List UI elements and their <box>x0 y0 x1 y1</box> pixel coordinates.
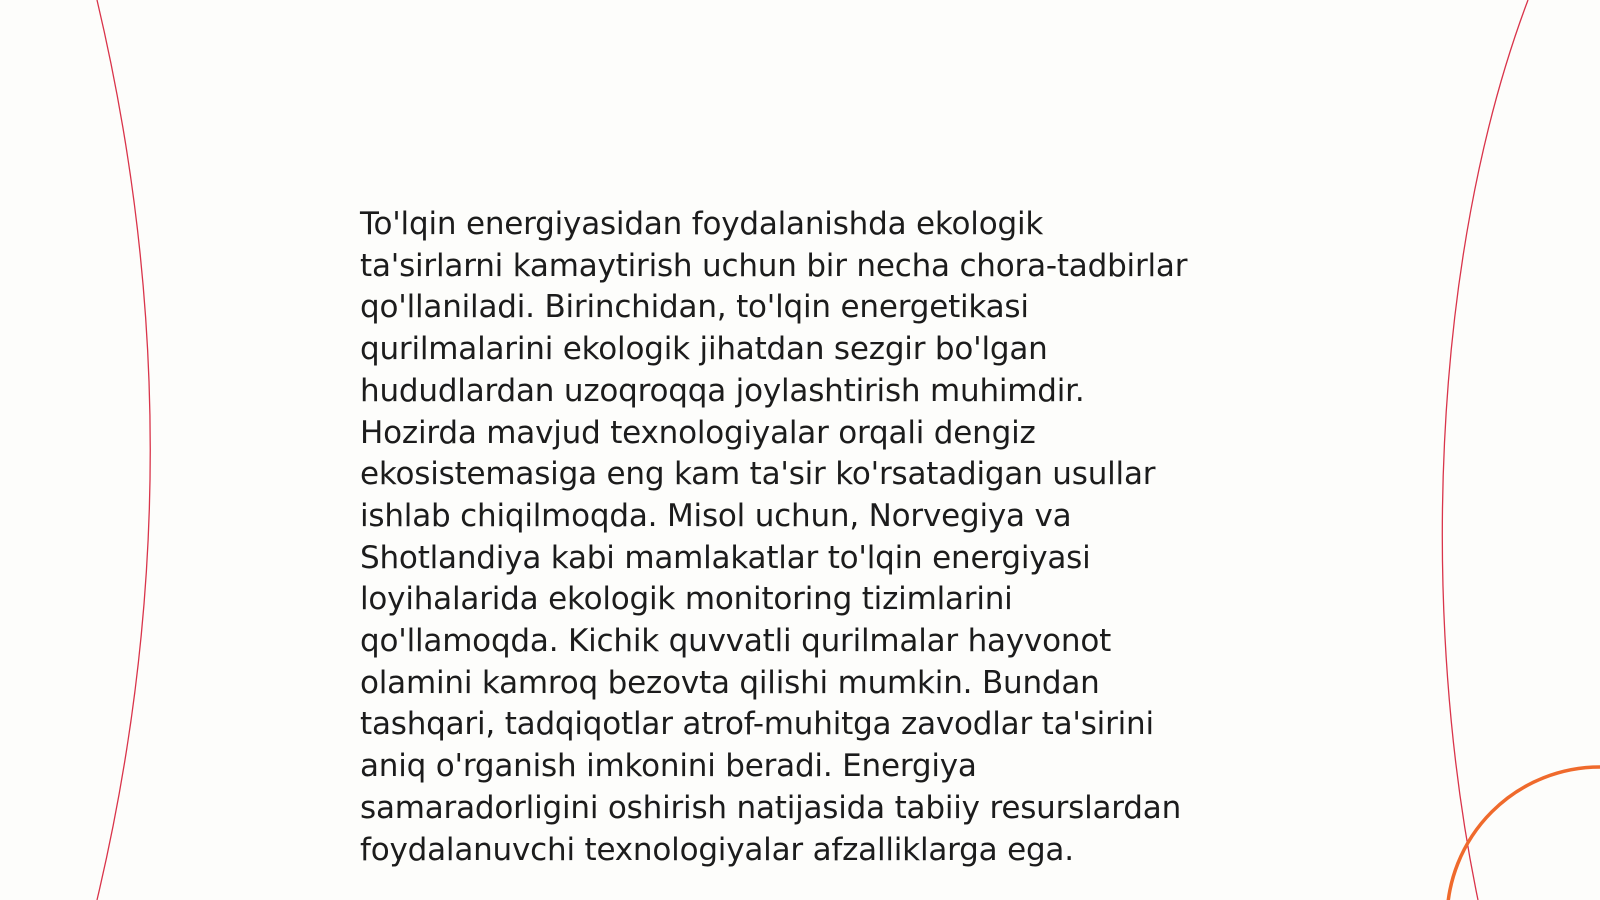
right-curve-line <box>1442 0 1528 900</box>
body-paragraph: To'lqin energiyasidan foydalanishda ekologik ta'sirlarni kamaytirish uchun bir necha chora-tadbirlar qo'llaniladi. Birinchidan, to'lqin energetikasi qurilmalarini ekologik jihatdan sezgir bo'lgan hududlardan uzoqroqqa joylashtirish muhimdir. Hozirda mavjud texnologiyalar orqali dengiz ekosistemasiga eng kam ta'sir ko'rsatadigan usullar ishlab chiqilmoqda. Misol uchun, Norvegiya va Shotlandiya kabi mamlakatlar to'lqin energiyasi loyihalarida ekologik monitoring tizimlarini qo'llamoqda. Kichik quvvatli qurilmalar hayvonot olamini kamroq bezovta qilishi mumkin. Bundan tashqari, tadqiqotlar atrof-muhitga zavodlar ta'sirini aniq o'rganish imkonini beradi. Energiya samaradorligini oshirish natijasida tabiiy resurslardan foydalanuvchi texnologiyalar afzalliklarga ega. <box>360 206 1188 868</box>
left-curve-line <box>97 0 150 900</box>
accent-circle <box>1447 767 1600 900</box>
